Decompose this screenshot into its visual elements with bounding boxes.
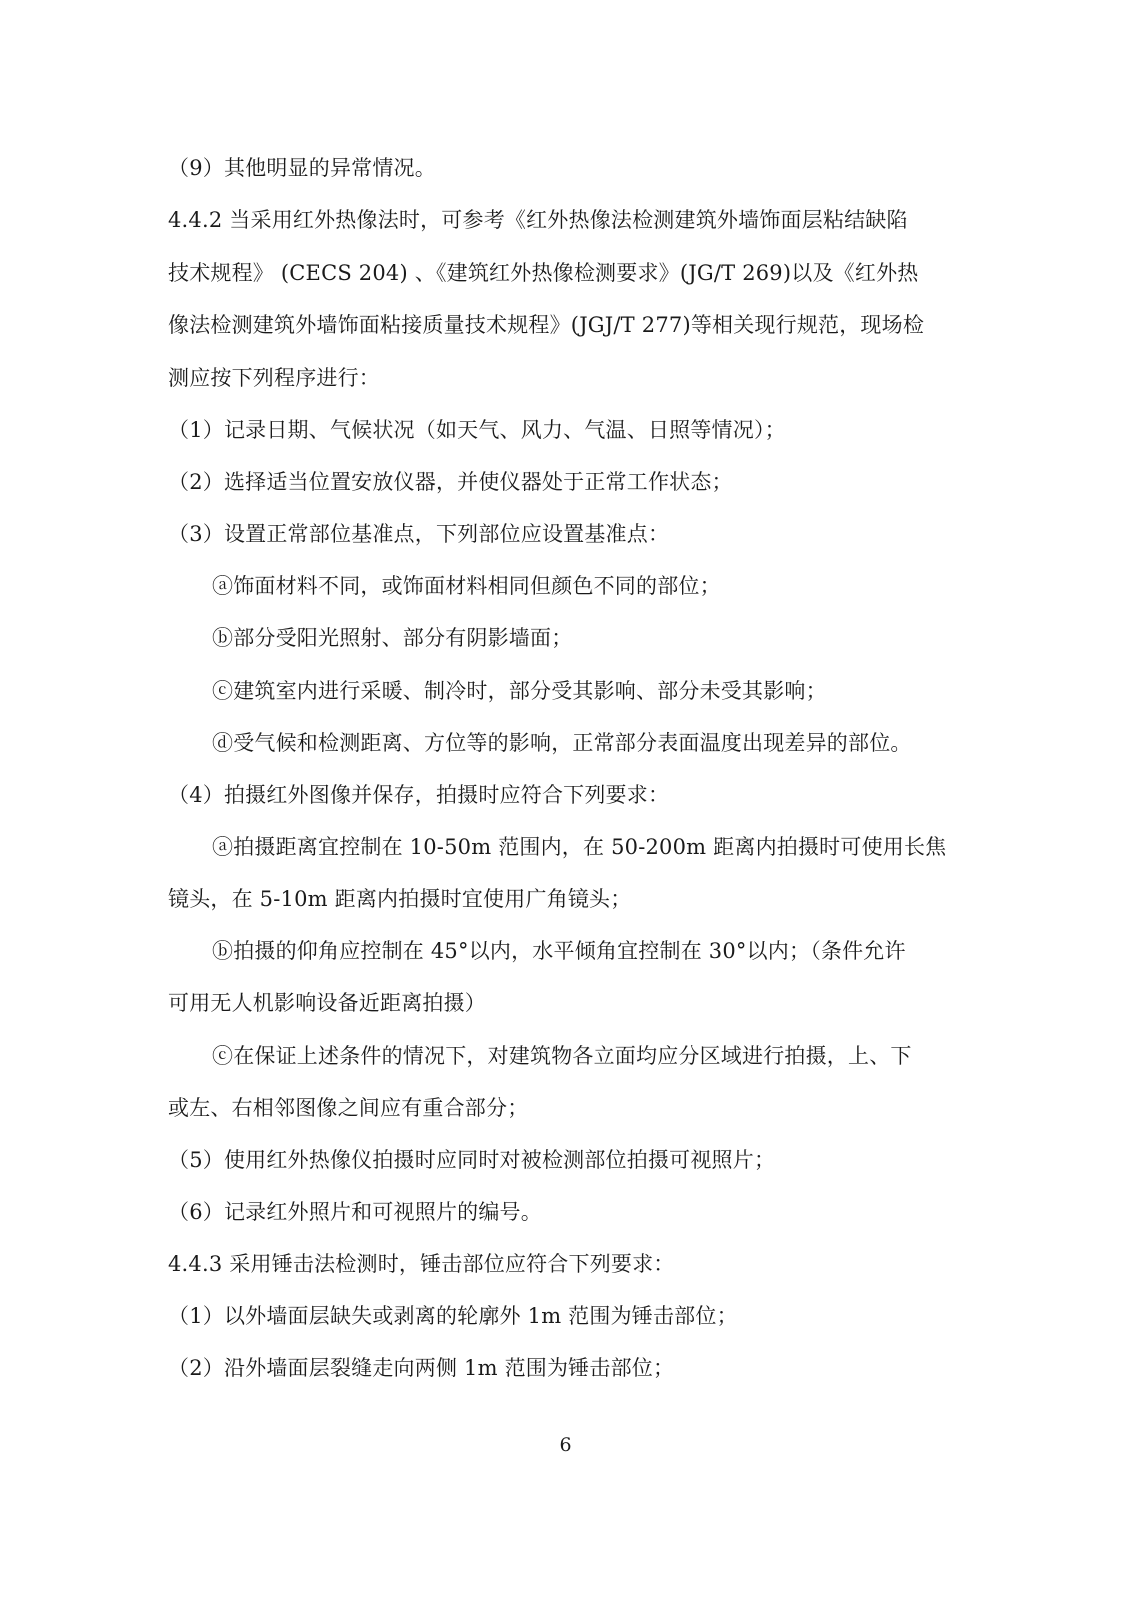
text-line: 像法检测建筑外墙饰面粘接质量技术规程》(JGJ/T 277)等相关现行规范，现场检	[168, 313, 925, 337]
text-line: ⓒ建筑室内进行采暖、制冷时，部分受其影响、部分未受其影响；	[212, 679, 827, 703]
text-line: 测应按下列程序进行：	[168, 366, 380, 390]
text-line: ⓒ在保证上述条件的情况下，对建筑物各立面均应分区域进行拍摄，上、下	[212, 1044, 912, 1068]
page-number: 6	[559, 1434, 572, 1456]
text-line: （6）记录红外照片和可视照片的编号。	[168, 1200, 542, 1224]
text-line: 或左、右相邻图像之间应有重合部分；	[168, 1096, 529, 1120]
text-line: （5）使用红外热像仪拍摄时应同时对被检测部位拍摄可视照片；	[168, 1148, 776, 1172]
text-line: 可用无人机影响设备近距离拍摄）	[168, 991, 486, 1015]
text-line: 4.4.3 采用锤击法检测时，锤击部位应符合下列要求：	[168, 1252, 675, 1276]
text-line: ⓐ饰面材料不同，或饰面材料相同但颜色不同的部位；	[212, 574, 721, 598]
text-line: ⓑ拍摄的仰角应控制在 45°以内，水平倾角宜控制在 30°以内；（条件允许	[212, 939, 906, 963]
text-line: （3）设置正常部位基准点，下列部位应设置基准点：	[168, 522, 670, 546]
text-line: ⓐ拍摄距离宜控制在 10-50m 范围内，在 50-200m 距离内拍摄时可使用长焦	[212, 835, 947, 859]
text-line: 技术规程》 (CECS 204) 、《建筑红外热像检测要求》(JG/T 269)以及《红外热	[168, 261, 919, 285]
text-line: （1）以外墙面层缺失或剥离的轮廓外 1m 范围为锤击部位；	[168, 1304, 738, 1328]
text-line: 4.4.2 当采用红外热像法时，可参考《红外热像法检测建筑外墙饰面层粘结缺陷	[168, 208, 908, 232]
text-line: （2）选择适当位置安放仪器，并使仪器处于正常工作状态；	[168, 470, 733, 494]
text-line: ⓑ部分受阳光照射、部分有阴影墙面；	[212, 626, 573, 650]
text-line: （1）记录日期、气候状况（如天气、风力、气温、日照等情况）；	[168, 418, 786, 442]
text-line: ⓓ受气候和检测距离、方位等的影响，正常部分表面温度出现差异的部位。	[212, 731, 912, 755]
text-line: （9）其他明显的异常情况。	[168, 156, 436, 180]
text-line: （2）沿外墙面层裂缝走向两侧 1m 范围为锤击部位；	[168, 1356, 675, 1380]
text-line: 镜头，在 5-10m 距离内拍摄时宜使用广角镜头；	[168, 887, 632, 911]
text-line: （4）拍摄红外图像并保存，拍摄时应符合下列要求：	[168, 783, 670, 807]
